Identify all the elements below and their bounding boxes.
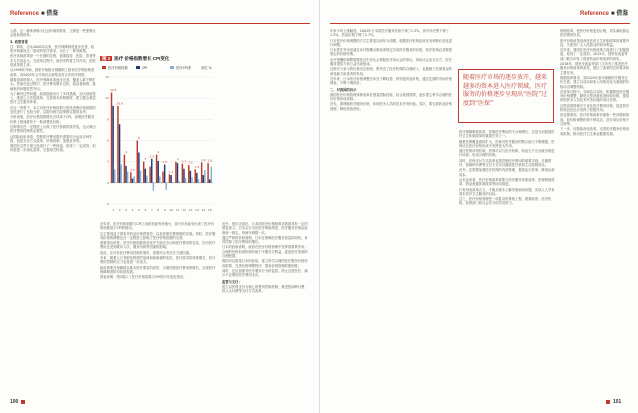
paragraph: 因此，在评价医疗费用控制效果时，需要综合考虑多方面因素。 [100, 250, 193, 255]
x-tick-label: 4 [131, 208, 134, 212]
paragraph: 日本的经验表明，政府在医疗价格管理中发挥着重要作用。合理的价格形成机制有助于平衡各方利益，促进医疗资源的合理配置。 [222, 245, 308, 259]
paragraph: 3. 政策背景 [10, 39, 28, 44]
right-column-3 [560, 29, 630, 391]
x-tick-label: 9 [163, 208, 166, 212]
paragraph: 从1998年开始，国家开始推行城镇职工基本医疗保险制度改革，到2003年又开始试点新型农村合作医疗制度。 [10, 68, 95, 77]
right-page-number: 101 [613, 399, 622, 405]
chart [100, 54, 217, 214]
bar [207, 163, 208, 183]
x-tick-label: 5 [138, 208, 140, 212]
bar [130, 172, 131, 183]
y-tick-label: 9 [107, 117, 109, 122]
paragraph: 分析表明，医疗价格指数增长总体高于CPI，说明医疗服务价格上涨速度快于一般消费品价格。 [10, 115, 95, 124]
right-column-2 [459, 130, 555, 392]
bar [211, 167, 212, 183]
paragraph: 为了解决这些问题，政府陆续出台了多项措施，加大财政投入，推进公立医院改革，完善基本药物制度，建立健全基层医疗卫生服务体系。 [10, 91, 96, 105]
bar [125, 166, 126, 183]
paragraph: 我国可以借鉴日本的经验，建立科学合理的医疗服务价格形成机制，完善价格调整程序，提高价格管理的透明度。 [222, 259, 308, 268]
y-tick-label: 3 [107, 159, 109, 164]
bar [198, 179, 199, 183]
legend-swatch [136, 66, 140, 69]
x-tick-label: 13 [188, 208, 193, 212]
paragraph: 2016年，国家发改委等部门又印发了推进医疗服务价格改革的意见，提出了改革的总体要求和主要任务。 [560, 62, 630, 75]
bar [138, 152, 139, 182]
footer-mark [606, 400, 610, 404]
data-label: 1.6 [162, 159, 167, 164]
x-tick-label: 8 [157, 208, 160, 212]
left-page-number: 100 [10, 399, 19, 405]
legend-label: 医疗价格指数 [108, 66, 128, 70]
bar [153, 183, 154, 191]
paragraph: 这主要得益于国家对药品价格的管控，以及医保控费措施的实施。同时，医疗服务价格的调整也在一定程度上影响了医疗价格指数的走势。 [100, 231, 216, 240]
data-label: 2.7 [181, 159, 187, 164]
data-label: 3 [144, 157, 147, 162]
bar [162, 172, 163, 183]
paragraph: 这种多方参与的价格决定机制，既考虑了医疗机构的合理收入，也兼顾了医保基金的承受能力和患者的负担。 [330, 67, 452, 76]
paragraph: 二、对我国的启示 [330, 87, 357, 92]
legend-label: 医疗CPI差 [176, 66, 192, 70]
paragraph: 近年来，我国在医疗价格改革方面进行了积极探索，取得了一定成效。2015年，国家发改委等部门联合印发了推进药品价格改革的意见。 [560, 48, 630, 61]
paragraph: 此外，报告还指出，日本的医疗价格制度对我国具有一定的借鉴意义。日本实行全民医疗保险制度，医疗服务价格由政府统一制定，每两年调整一次。 [222, 222, 308, 235]
bar [183, 169, 184, 183]
paragraph: 这些改革措施对于优化医疗费用结构、促进医疗机构良性运行发挥了积极作用。 [560, 103, 630, 113]
bar [149, 167, 150, 183]
paragraph: 诊疗报酬的调整需要经过中央社会保险医疗协议会的审议，该协议会由支付方、医疗服务提供方和公益代表组成。 [330, 57, 452, 67]
data-label: 2.9 [201, 157, 206, 162]
bar [132, 179, 133, 183]
paragraph: 需要指出的是，医疗价格指数的变化并不能完全反映医疗费用的变化，因为医疗费用还受到就诊人次、服务结构等因素的影响。 [100, 241, 216, 250]
bar [119, 124, 120, 183]
footer-mark [21, 400, 25, 404]
x-tick-label: 1 [112, 208, 115, 212]
x-tick-label: 12 [182, 208, 186, 212]
bar [137, 141, 138, 183]
paragraph: 首先，要理顺医疗服务价格，体现医务人员的技术劳务价值。其次，要完善药品价格管理，降低虚高药价。 [330, 102, 452, 111]
bar [196, 173, 197, 183]
data-label: 2.3 [149, 154, 155, 159]
right-header-label-cn: ■ 借鉴 [611, 11, 629, 17]
paragraph: 图表说明：图2展示了医疗价格指数与CPI的历年变化情况。 [100, 275, 187, 280]
bar [146, 176, 147, 183]
y-tick-label: -3 [106, 202, 109, 206]
paragraph: 医疗价格改革是深化医药卫生体制改革的重要内容，关系到广大人民群众的切身利益。 [560, 38, 630, 47]
x-tick-label: 14 [194, 208, 199, 212]
paragraph: 年来平均上涨幅度。2003年日本将医疗服务价格下调了1.3%，其中诊疗费下调了1.3%，药品价格下调了2.7%。 [330, 29, 449, 38]
bar [175, 162, 176, 183]
bar [169, 174, 170, 182]
bar [194, 169, 195, 182]
left-column-2 [100, 222, 217, 390]
right-header [580, 8, 628, 18]
data-label: 6 [138, 136, 140, 140]
paragraph: 近年来，医疗价格指数与CPI之间的差距有所缩小，部分年份甚至出现了医疗价格指数低于CPI的情况。 [100, 222, 215, 231]
data-label: 3 [176, 157, 179, 162]
bar [170, 175, 171, 183]
data-label: 1.5 [130, 167, 135, 172]
paragraph: 我国在这些方面已经进行了一些探索，取得了一定成效，但仍需进一步深化改革，完善相关机制。 [10, 144, 96, 153]
bar [151, 159, 152, 183]
paragraph: 总之，医疗价格管理是一项复杂的系统工程，需要政府、医疗机构、医保部门和社会各方的共同努力。 [459, 197, 552, 206]
paragraph: 建立以医保支付为核心的费用控制机制，推进按病种付费、按人头付费等支付方式改革。 [222, 284, 308, 294]
paragraph: 这种情况在一定程度上反映了医疗资源供需矛盾，也反映出医疗费用控制的必要性。 [10, 124, 96, 134]
bar [201, 162, 202, 182]
paragraph: 从长远来看，医疗价格改革需要与医疗服务体系改革、医保制度改革、药品流通体制改革等协同推进。 [459, 177, 555, 187]
bar [157, 161, 158, 183]
bar [188, 165, 189, 183]
data-label: 4 [125, 150, 127, 155]
x-tick-label: 11 [175, 208, 180, 212]
paragraph: 只有形成改革合力，才能从根本上解决看病贵问题，实现人人享有基本医疗卫生服务的目标。 [459, 187, 555, 196]
x-tick-label: 16 [207, 208, 212, 212]
chart-title-tag: 图 2 [102, 56, 111, 61]
bar [190, 171, 191, 183]
paragraph: 医疗体制改革是一个长期的过程，需要政府、医院、患者等多方共同参与。在改革过程中，政府发挥着主导作用，医院是改革的主体。 [10, 54, 96, 68]
paragraph: 日本厚生劳动省通过诊疗报酬点数表来规定各项医疗服务的价格，医疗机构必须按照规定的价格收费。 [330, 48, 452, 57]
left-column-1 [10, 29, 96, 391]
y-tick-label: 15 [105, 75, 109, 79]
legend-label: CPI [142, 66, 148, 70]
bar [185, 178, 186, 183]
paragraph: 在改革过程中，各地结合实际，积极推进医疗服务价格调整，降低大型设备检查检验价格，提高体现医务人员技术劳务价值的项目价格。 [560, 89, 630, 103]
data-label: 2.5 [188, 160, 193, 165]
bar [133, 176, 134, 182]
paragraph: 此外，还需要加强医疗机构的内部管理，提高运行效率，降低运营成本。 [459, 168, 555, 177]
data-label: 1.2 [168, 169, 174, 174]
bar [182, 164, 183, 183]
paragraph: 这一群体，自从2000年以来，医疗保障制度逐步完善，政府开始重视这一群体的医疗需求，出台了一系列政策。 [10, 44, 95, 54]
y-tick-label: 6 [107, 138, 109, 143]
bar [172, 182, 173, 183]
bar [112, 106, 113, 183]
paragraph: 我国医疗价格管理体制改革应借鉴国际经验，结合我国国情，逐步建立科学合理的医疗价格形成机制。 [330, 92, 452, 102]
x-tick-label: 15 [201, 208, 206, 212]
paragraph: 同时，还应加强对医疗服务行为的监管，防止过度医疗，减少不必要的医疗费用支出。 [222, 268, 308, 278]
paragraph: 管理改革，使医疗价格更加合理，切实减轻群众医药费用负担。 [560, 29, 630, 38]
left-header [10, 8, 58, 18]
left-header-label: Reference [10, 11, 40, 17]
chart-title [100, 54, 217, 63]
paragraph: 根据改革要求，到2020年基本理顺医疗服务比价关系，建立以成本和收入结构变化为基础的价格动态调整机制。 [560, 75, 630, 89]
paragraph: 同时，医保支付方式改革也是控制医疗费用的重要手段。总额预付、按病种付费等支付方式可以激励医疗机构主动控制成本。 [459, 158, 552, 168]
chart-unit-note: 单位 % [201, 66, 212, 70]
paragraph: 从国际经验来看，控制医疗费用增长需要综合运用多种手段，包括支付方式改革、价格管制、加强竞争等。 [10, 134, 93, 143]
bar [143, 162, 144, 183]
data-label: 12.8 [110, 88, 117, 93]
bar [120, 164, 121, 182]
paragraph: 通过医保谈判机制，医保可以与医疗机构、药品生产企业就价格进行协商，形成合理的价格。 [459, 149, 555, 158]
right-header-label: Reference [580, 11, 610, 17]
chart-svg [100, 63, 217, 214]
bar [159, 176, 160, 182]
left-header-label-cn: ■ 借鉴 [41, 11, 59, 17]
right-page [319, 0, 638, 413]
bar [166, 183, 167, 190]
paragraph: 通过严格的价格管制，日本在保障医疗服务质量的同时，有效控制了医疗费用的增长。 [222, 235, 308, 245]
paragraph: 但也要看到，医疗价格改革仍面临一些问题和挑战，如价格调整机制不够灵活、部分项目价格不合理等。 [560, 113, 630, 126]
bar [145, 169, 146, 183]
left-footer [10, 399, 25, 407]
x-tick-label: 7 [150, 208, 153, 212]
paragraph: 近年来，日本医疗价格调整总体呈下降趋势，特别是药品价格，通过定期的市场价格调查，不断下调药价。 [330, 76, 452, 86]
paragraph: 医疗保障制度改革，控制医疗费用的不合理增长，这是当前我国医疗卫生体制改革的重要任务之一。 [459, 130, 555, 139]
bar [156, 155, 157, 183]
data-label: 4 [157, 150, 160, 155]
paragraph: 监管与支付： [222, 279, 242, 284]
bar [178, 181, 179, 182]
y-tick-label: 12 [105, 96, 109, 101]
x-tick-label: 3 [125, 208, 128, 212]
bar [209, 179, 210, 183]
pull-quote: 随着医疗市场的逐步放开，越来越多的资本进入医疗领域，医疗服务的价格逐步呈现出“医院”过度到“医保” [458, 69, 554, 123]
paragraph: 随着医保覆盖面的扩大，医保对医疗服务的购买能力不断增强，医保应在医疗价格形成中发挥更大作用。 [459, 139, 555, 148]
bar [111, 93, 112, 183]
paragraph: 日本医疗价格调整的方式主要是以两年为周期，根据医疗机构经营状况和物价变化进行调整。 [330, 38, 452, 47]
bar [114, 169, 115, 182]
paragraph: 未来，随着人口老龄化程度的加深和疾病谱的变化，医疗需求将持续增长，医疗费用控制的压力也将进一步加大。 [100, 256, 216, 265]
bar [204, 170, 205, 183]
chart-title-text: 医疗 价格指数增长 CPI变化 [114, 56, 170, 61]
bar [164, 164, 165, 182]
bar [191, 177, 192, 183]
right-header-rule [330, 23, 630, 24]
bar [124, 155, 125, 183]
x-tick-label: 6 [144, 208, 147, 212]
paragraph: 下一步，应继续深化改革，完善医疗服务价格形成机制，推动医疗卫生事业健康发展。 [560, 127, 630, 136]
legend-swatch [102, 66, 106, 69]
bar [140, 171, 141, 183]
right-footer [606, 399, 621, 407]
bar [127, 172, 128, 183]
paragraph: 随着改革的深入，医疗保障体系逐步完善，覆盖人群不断扩大。然而在此过程中，医疗费用增长过快，群众看病难、看病贵的问题依然突出。 [10, 77, 96, 91]
bar [177, 163, 178, 183]
x-tick-label: 10 [169, 208, 174, 212]
legend-swatch [170, 66, 174, 69]
paragraph: 人群，这一群体被称为社会的弱势群体，主要是一些需要社会救助的群体。 [10, 29, 96, 38]
y-tick-label: 0 [107, 180, 109, 185]
left-header-rule [10, 23, 310, 24]
left-column-3 [222, 222, 310, 390]
bar [117, 106, 118, 183]
paragraph: 在这一背景下，本文对医疗价格指数与居民消费价格指数的变化进行了比较分析，以期为相关政策制定提供参考。 [10, 105, 96, 115]
right-column-1 [330, 29, 454, 391]
x-tick-label: 2 [118, 208, 121, 212]
data-label: 1.9 [194, 164, 200, 169]
paragraph: 政府需要在保障群众基本医疗需求的同时，合理控制医疗费用的增长，实现医疗保障制度的可持续发展。 [100, 265, 216, 274]
data-label: 10.9 [116, 101, 123, 106]
bar [203, 175, 204, 183]
data-label: 2.8 [207, 158, 213, 163]
